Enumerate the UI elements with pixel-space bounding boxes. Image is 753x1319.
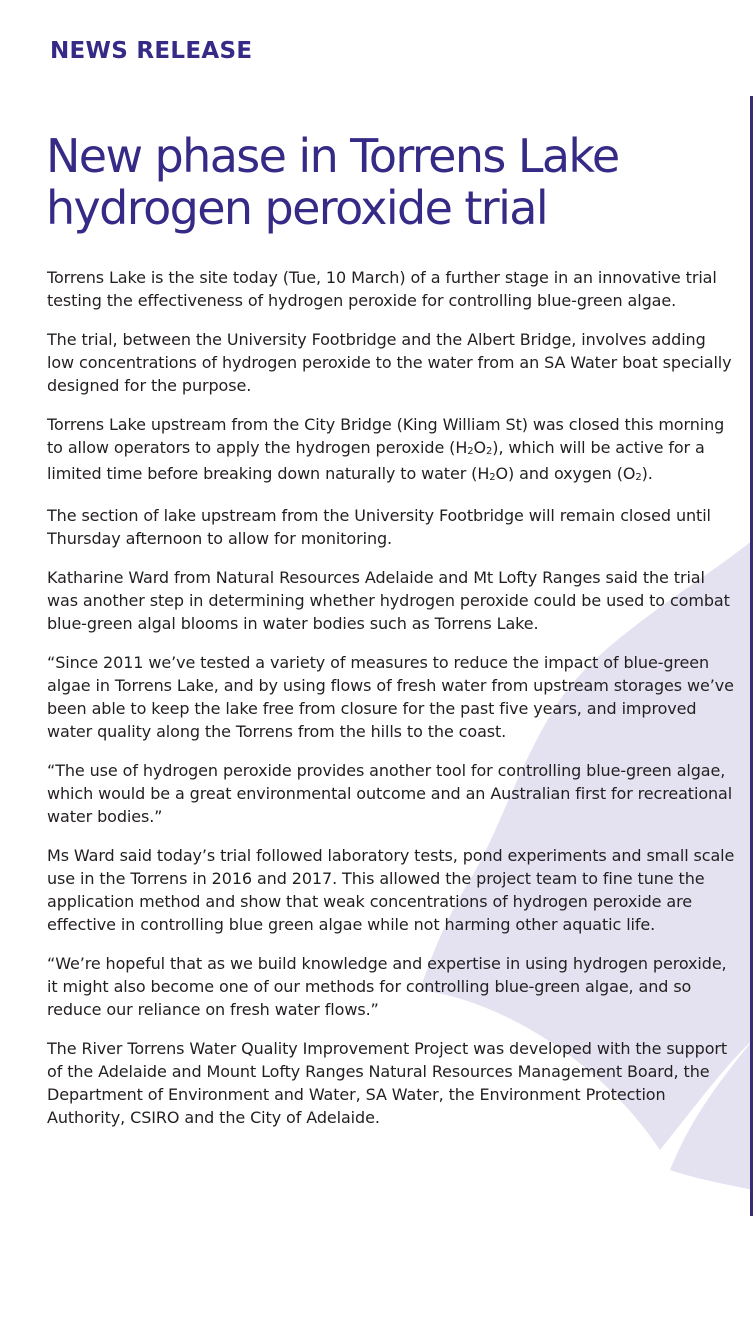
subscript-2: 2: [467, 446, 474, 457]
paragraph-3-part-e: ).: [641, 464, 653, 483]
subscript-2: 2: [489, 472, 496, 483]
paragraph-3-part-a: Torrens Lake upstream from the City Bridge (King William St) was closed this morning to allow operators to apply the hydrogen peroxide (H: [47, 415, 725, 457]
paragraph-9-quote: “We’re hopeful that as we build knowledge and expertise in using hydrogen peroxide, it might also become one of our methods for controlling blue-green algae, and so reduce our reliance on fresh water flows.”: [47, 954, 727, 1019]
paragraph-1: Torrens Lake is the site today (Tue, 10 March) of a further stage in an innovative trial testing the effectiveness of hydrogen peroxide for controlling blue-green algae.: [47, 268, 717, 310]
paragraph-6-quote: “Since 2011 we’ve tested a variety of measures to reduce the impact of blue-green algae in Torrens Lake, and by using flows of fresh water from upstream storages we’ve been able to keep the lake free from closure for the past five years, and improved water quality along the Torrens from the hills to the coast.: [47, 653, 734, 741]
news-release-label: NEWS RELEASE: [50, 38, 253, 64]
subscript-2: 2: [486, 446, 493, 457]
paragraph-8: Ms Ward said today’s trial followed laboratory tests, pond experiments and small scale use in the Torrens in 2016 and 2017. This allowed the project team to fine tune the application method and show that weak concentrations of hydrogen peroxide are effective in controlling blue green algae while not harming other aquatic life.: [47, 846, 735, 934]
paragraph-10: The River Torrens Water Quality Improvement Project was developed with the support of the Adelaide and Mount Lofty Ranges Natural Resources Management Board, the Department of Environment and Water, SA Water, the Environment Protection Authority, CSIRO and the City of Adelaide.: [47, 1039, 728, 1127]
paragraph-3-part-d: O) and oxygen (O: [495, 464, 636, 483]
paragraph-7-quote: “The use of hydrogen peroxide provides another tool for controlling blue-green algae, which would be a great environmental outcome and an Australian first for recreational water bodies.”: [47, 761, 733, 826]
paragraph-3-part-b: O: [473, 438, 487, 457]
article-body: [47, 266, 737, 1145]
paragraph-5: Katharine Ward from Natural Resources Adelaide and Mt Lofty Ranges said the trial was another step in determining whether hydrogen peroxide could be used to combat blue-green algal blooms in water bodies such as Torrens Lake.: [47, 568, 730, 633]
paragraph-3-part-c: ), which will be active for a limited time before breaking down naturally to water (H: [47, 438, 705, 483]
paragraph-4: The section of lake upstream from the University Footbridge will remain closed until Thursday afternoon to allow for monitoring.: [47, 506, 711, 548]
subscript-2: 2: [635, 472, 642, 483]
paragraph-3: [47, 413, 737, 488]
paragraph-2: The trial, between the University Footbridge and the Albert Bridge, involves adding low concentrations of hydrogen peroxide to the water from an SA Water boat specially designed for the purpose.: [47, 330, 732, 395]
article-title: New phase in Torrens Lake hydrogen peroxide trial: [46, 129, 619, 235]
